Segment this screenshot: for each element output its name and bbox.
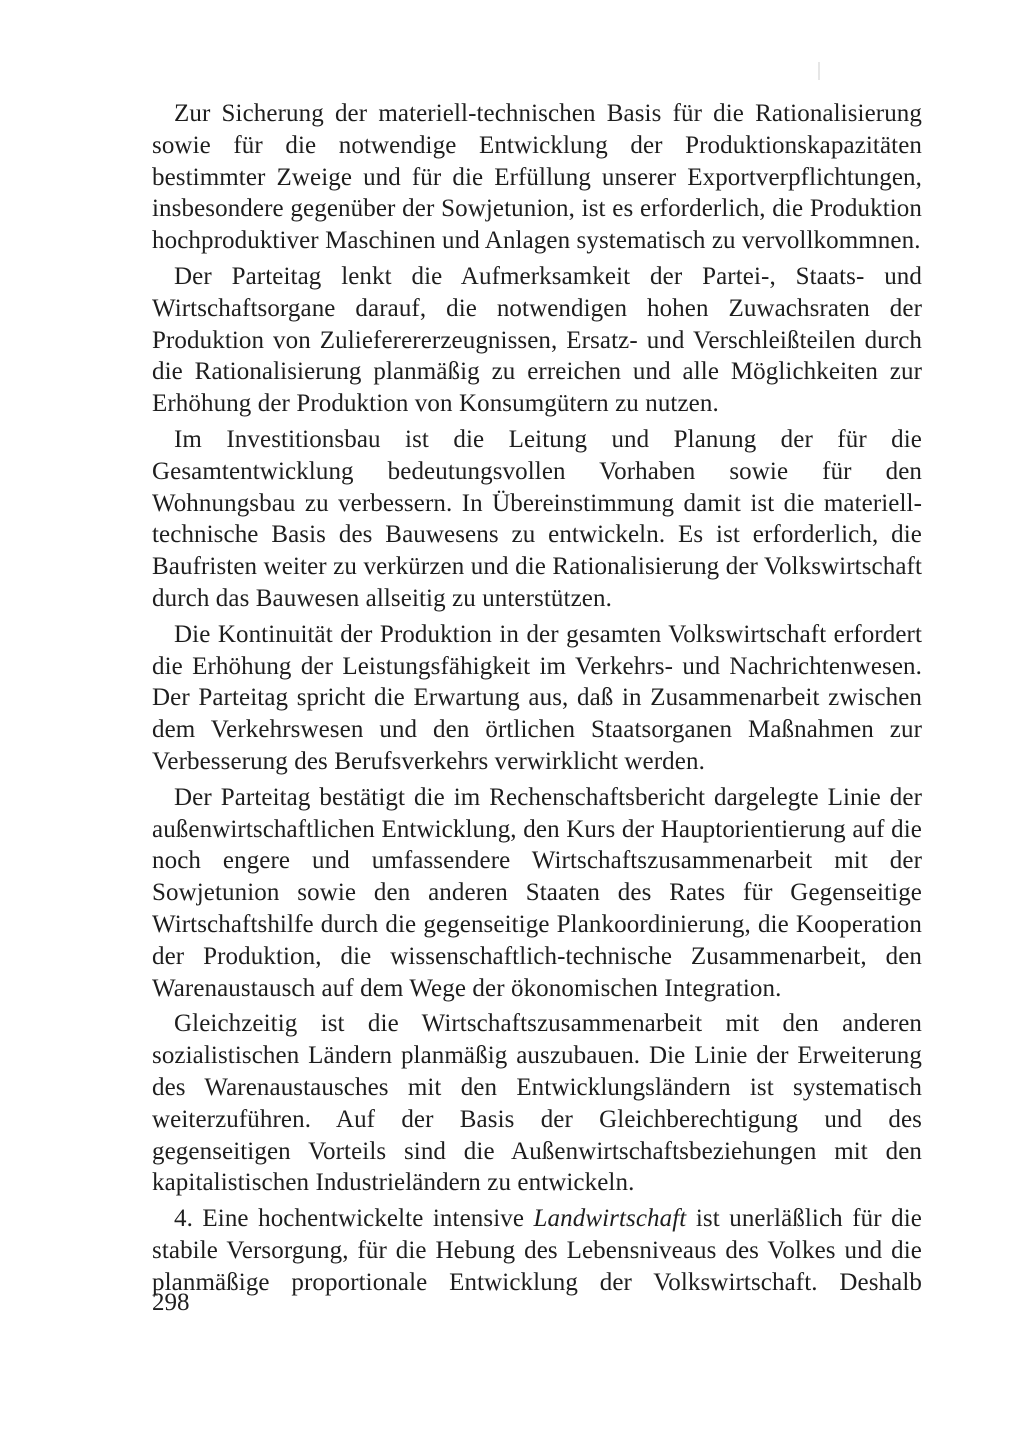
paragraph-transport-communication: Die Kontinuität der Produktion in der gesamten Volkswirtschaft erfordert die Erhöhung der Leistungsfähigkeit im Verkehrs- und Nachrichtenwesen. Der Parteitag spricht die Erwartung aus, daß in Zusammenarbeit zwischen dem Verkehrswesen und den örtlichen Staatsorganen Maßnahmen zur Verbesserung des Berufsverkehrs verwirklicht werden. [152, 620, 922, 775]
paragraph-agriculture-prefix: 4. Eine hochentwickelte intensive [174, 1205, 534, 1233]
paragraph-foreign-trade: Der Parteitag bestätigt die im Rechenschaftsbericht dargelegte Linie der außenwirtschaftlichen Entwicklung, den Kurs der Hauptorientierung auf die noch engere und umfassendere Wirtschaftszusammenarbeit mit der Sowjetunion sowie den anderen Staaten des Rates für Gegenseitige Wirtschaftshilfe durch die gegenseitige Plankoordinierung, die Kooperation der Produktion, die wissenschaftlich-technische Zusammenarbeit, den Warenaustausch auf dem Wege der ökonomischen Integration. [152, 783, 922, 1002]
page-edge-mark [818, 62, 820, 80]
paragraph-agriculture-emphasis: Landwirtschaft [533, 1205, 687, 1233]
paragraph-investment-construction: Im Investitionsbau ist die Leitung und Planung der für die Gesamtentwicklung bedeutungsvollen Vorhaben sowie für den Wohnungsbau zu verbessern. In Übereinstimmung damit ist die materiell-technische Basis des Bauwesens zu entwickeln. Es ist erforderlich, die Baufristen weiter zu verkürzen und die Rationalisierung der Volkswirtschaft durch das Bauwesen allseitig zu unterstützen. [152, 425, 922, 612]
page-number: 298 [152, 1289, 190, 1316]
paragraph-agriculture-suffix: ist unerläßlich für die stabile Versorgung, für die Hebung des Lebensniveaus des Volkes und die planmäßige proportionale Entwicklung der Volkswirtschaft. Deshalb [152, 1205, 922, 1296]
body-text [152, 98, 922, 1298]
paragraph-material-technical-basis: Zur Sicherung der materiell-technischen Basis für die Rationalisierung sowie für die notwendige Entwicklung der Produktionskapazitäten bestimmter Zweige und für die Erfüllung unserer Exportverpflichtungen, insbesondere gegenüber der Sowjetunion, ist es erforderlich, die Produktion hochproduktiver Maschinen und Anlagen systematisch zu vervollkommnen. [152, 100, 922, 255]
paragraph-agriculture [152, 1203, 922, 1298]
paragraph-supplier-products: Der Parteitag lenkt die Aufmerksamkeit der Partei-, Staats- und Wirtschaftsorgane darauf, die notwendigen hohen Zuwachsraten der Produktion von Zulieferererzeugnissen, Ersatz- und Verschleißteilen durch die Rationalisierung planmäßig zu erreichen und alle Möglichkeiten zur Erhöhung der Produktion von Konsumgütern zu nutzen. [152, 262, 922, 418]
paragraph-socialist-countries: Gleichzeitig ist die Wirtschaftszusammenarbeit mit den anderen sozialistischen Ländern planmäßig auszubauen. Die Linie der Erweiterung des Warenaustausches mit den Entwicklungsländern ist systematisch weiterzuführen. Auf der Basis der Gleichberechtigung und des gegenseitigen Vorteils sind die Außenwirtschaftsbeziehungen mit den kapitalistischen Industrieländern zu entwickeln. [152, 1010, 922, 1197]
